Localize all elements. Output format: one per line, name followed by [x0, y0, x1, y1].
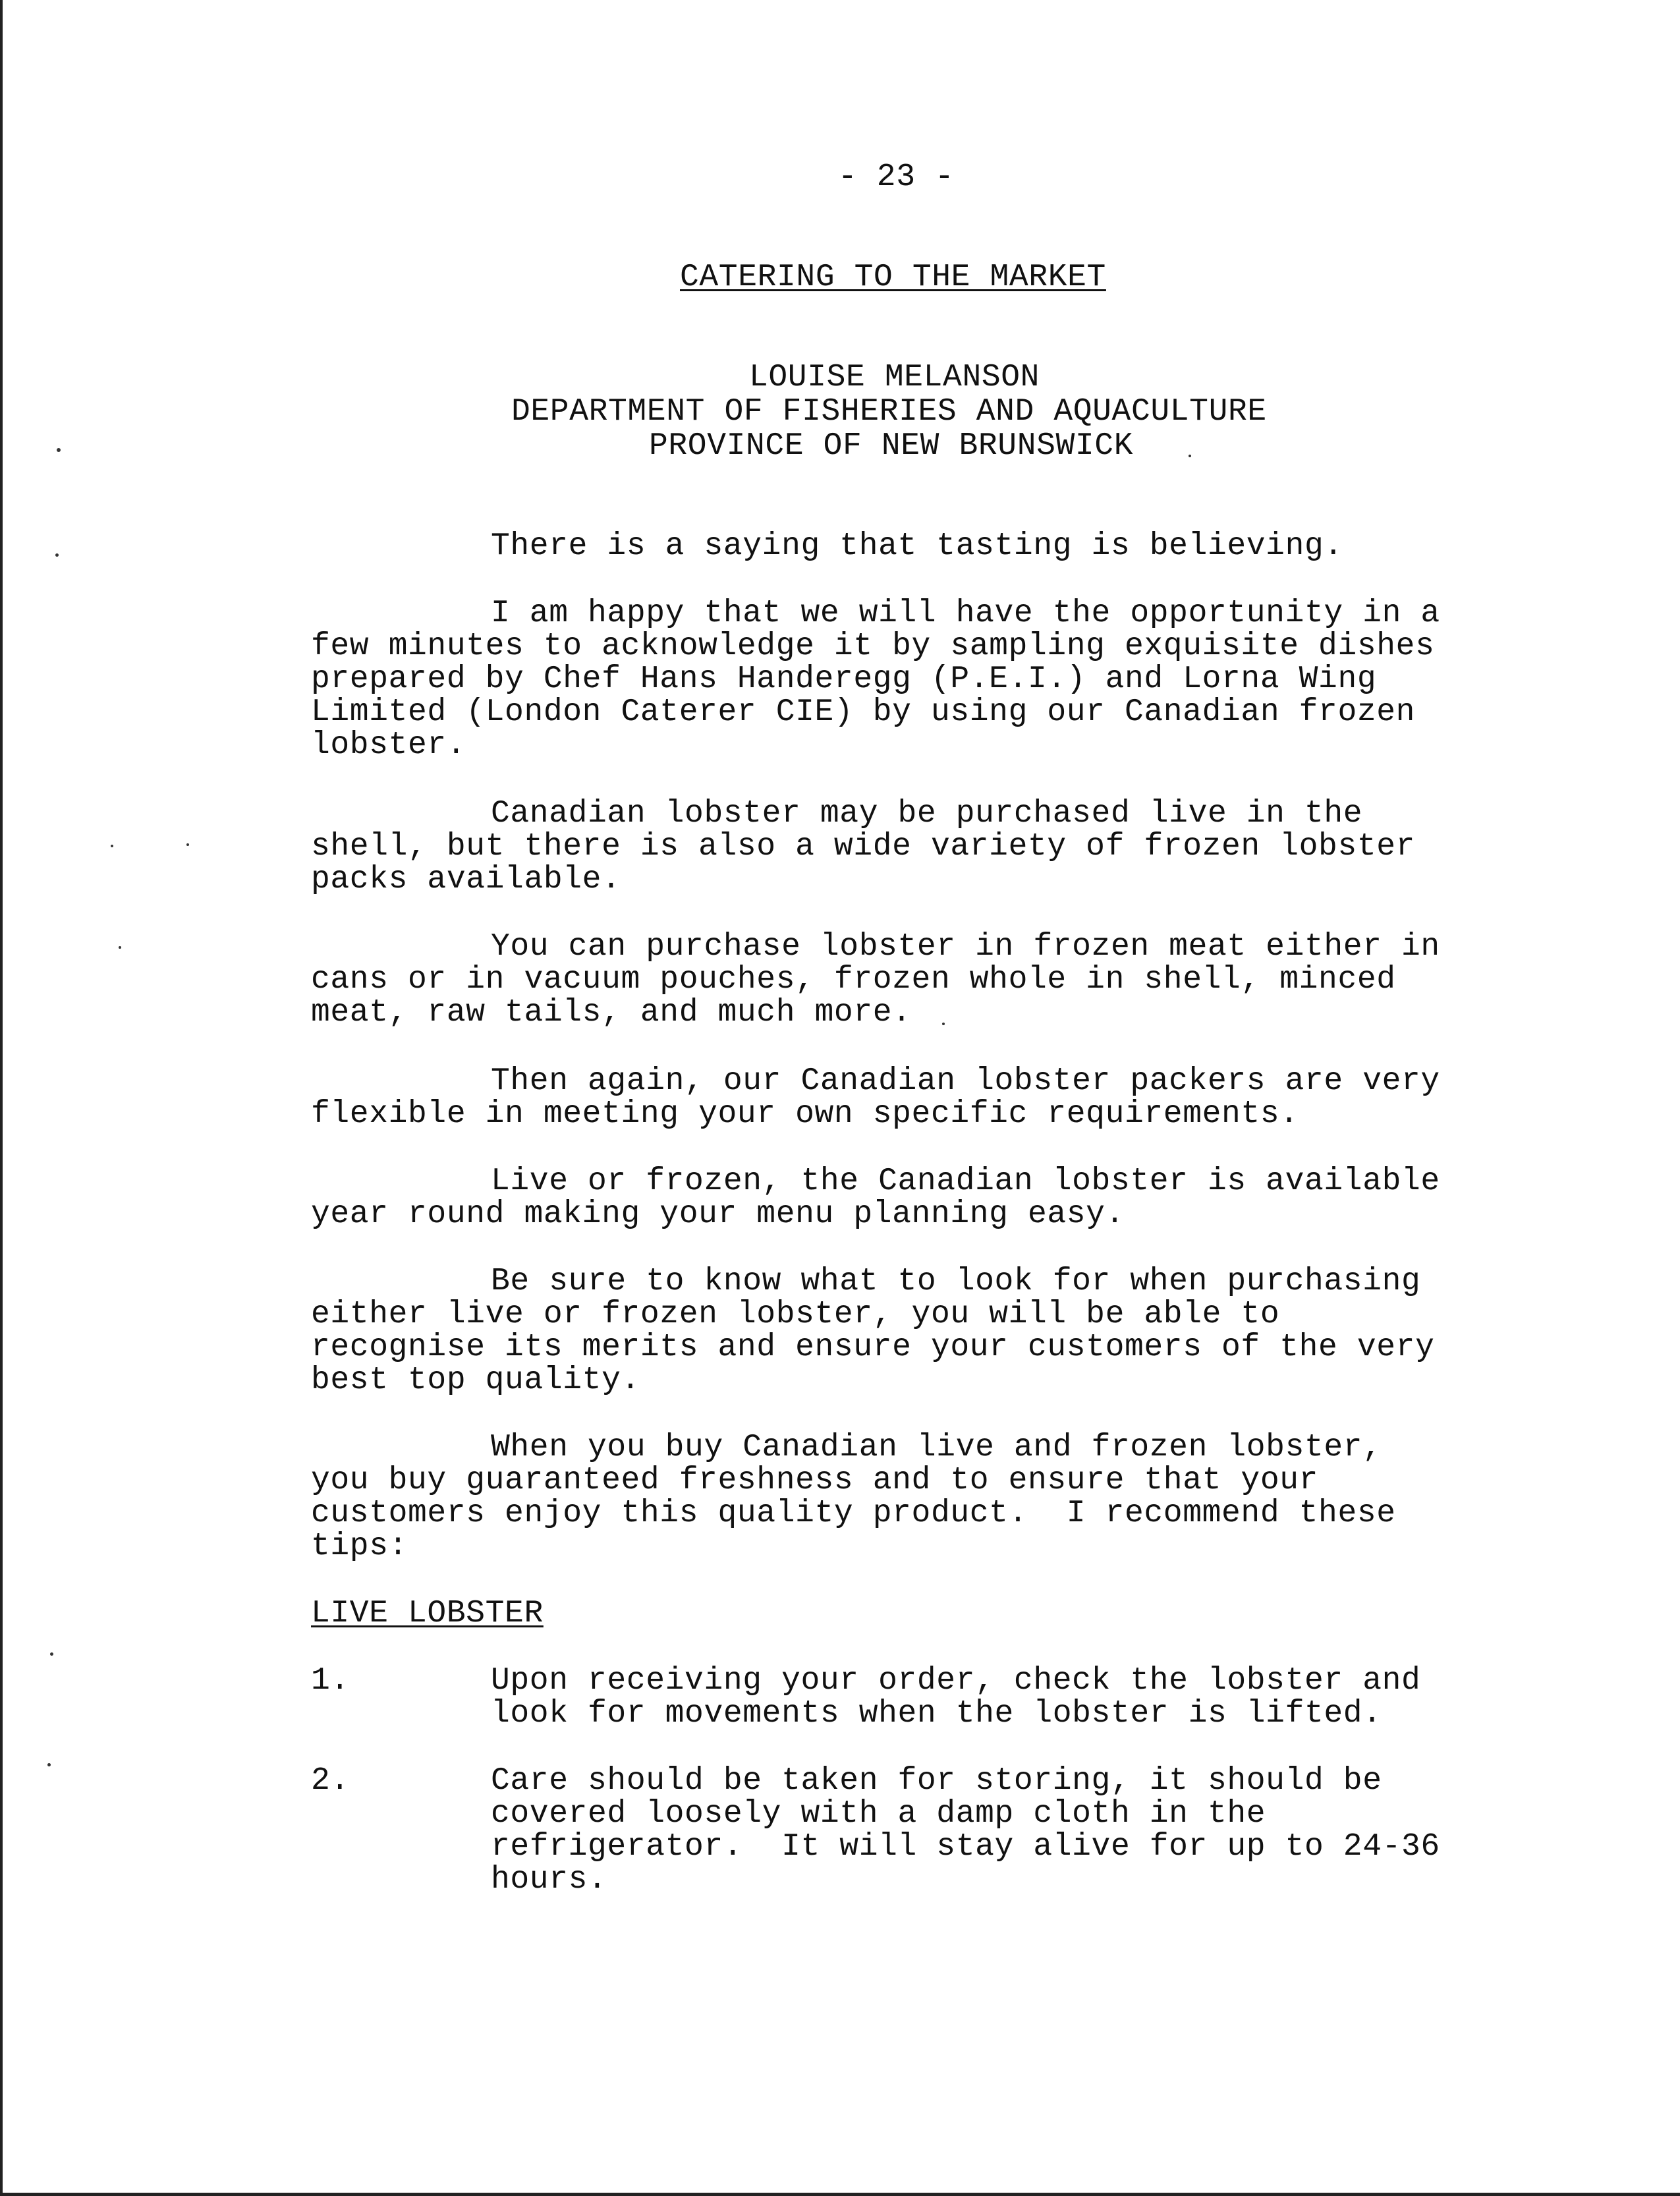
list-item-line: covered loosely with a damp cloth in the: [491, 1796, 1266, 1832]
scan-speck: [119, 946, 121, 949]
scan-speck: [47, 1763, 51, 1766]
scan-speck: [57, 448, 61, 452]
paragraph-line: flexible in meeting your own specific requirements.: [311, 1096, 1299, 1132]
paragraph-line: I am happy that we will have the opportunity in a: [491, 596, 1440, 631]
scan-speck: [186, 843, 189, 846]
scan-speck: [55, 553, 59, 557]
list-item-line: refrigerator. It will stay alive for up to 24-36: [491, 1829, 1440, 1865]
paragraph-line: best top quality.: [311, 1363, 640, 1398]
list-item-line: hours.: [491, 1862, 607, 1898]
paragraph-line: Canadian lobster may be purchased live in the: [491, 796, 1363, 831]
paragraph-line: Then again, our Canadian lobster packers are very: [491, 1063, 1440, 1099]
scan-speck: [942, 1023, 945, 1025]
list-item-number: 1.: [311, 1663, 350, 1699]
scan-speck: [1189, 455, 1191, 457]
list-item-line: look for movements when the lobster is lifted.: [491, 1696, 1382, 1731]
list-item-line: Upon receiving your order, check the lobster and: [491, 1663, 1421, 1699]
paragraph-line: recognise its merits and ensure your customers of the very: [311, 1330, 1435, 1365]
paragraph-line: Be sure to know what to look for when purchasing: [491, 1264, 1421, 1299]
paragraph-line: meat, raw tails, and much more.: [311, 995, 912, 1030]
paragraph-line: few minutes to acknowledge it by sampling exquisite dishes: [311, 629, 1435, 664]
paragraph-line: shell, but there is also a wide variety of frozen lobster: [311, 829, 1416, 864]
paragraph-line: tips:: [311, 1529, 408, 1564]
list-item-number: 2.: [311, 1763, 350, 1799]
scan-edge-bottom: [0, 2193, 1680, 2196]
paragraph-line: Limited (London Caterer CIE) by using our Canadian frozen: [311, 694, 1416, 730]
author-department: DEPARTMENT OF FISHERIES AND AQUACULTURE: [511, 394, 1267, 430]
paragraph-line: you buy guaranteed freshness and to ensure that your: [311, 1463, 1319, 1498]
paragraph-line: Live or frozen, the Canadian lobster is available: [491, 1164, 1440, 1199]
paragraph-line: year round making your menu planning easy.: [311, 1197, 1125, 1232]
page-title: CATERING TO THE MARKET: [680, 260, 1106, 295]
paragraph-line: lobster.: [311, 727, 466, 763]
paragraph-line: There is a saying that tasting is believing.: [491, 528, 1343, 564]
paragraph-line: You can purchase lobster in frozen meat either in: [491, 929, 1440, 965]
scan-speck: [50, 1652, 53, 1656]
author-name: LOUISE MELANSON: [749, 360, 1040, 395]
scan-speck: [111, 845, 113, 847]
list-item-line: Care should be taken for storing, it should be: [491, 1763, 1382, 1799]
paragraph-line: When you buy Canadian live and frozen lobster,: [491, 1430, 1382, 1465]
paragraph-line: either live or frozen lobster, you will be able to: [311, 1297, 1280, 1332]
page-number: - 23 -: [838, 159, 955, 195]
paragraph-line: customers enjoy this quality product. I recommend these: [311, 1496, 1396, 1531]
paragraph-line: packs available.: [311, 862, 621, 897]
section-heading: LIVE LOBSTER: [311, 1596, 544, 1631]
paragraph-line: prepared by Chef Hans Handeregg (P.E.I.) and Lorna Wing: [311, 662, 1377, 697]
scan-edge-left: [0, 0, 3, 2196]
paragraph-line: cans or in vacuum pouches, frozen whole in shell, minced: [311, 962, 1396, 998]
author-province: PROVINCE OF NEW BRUNSWICK: [649, 428, 1134, 464]
